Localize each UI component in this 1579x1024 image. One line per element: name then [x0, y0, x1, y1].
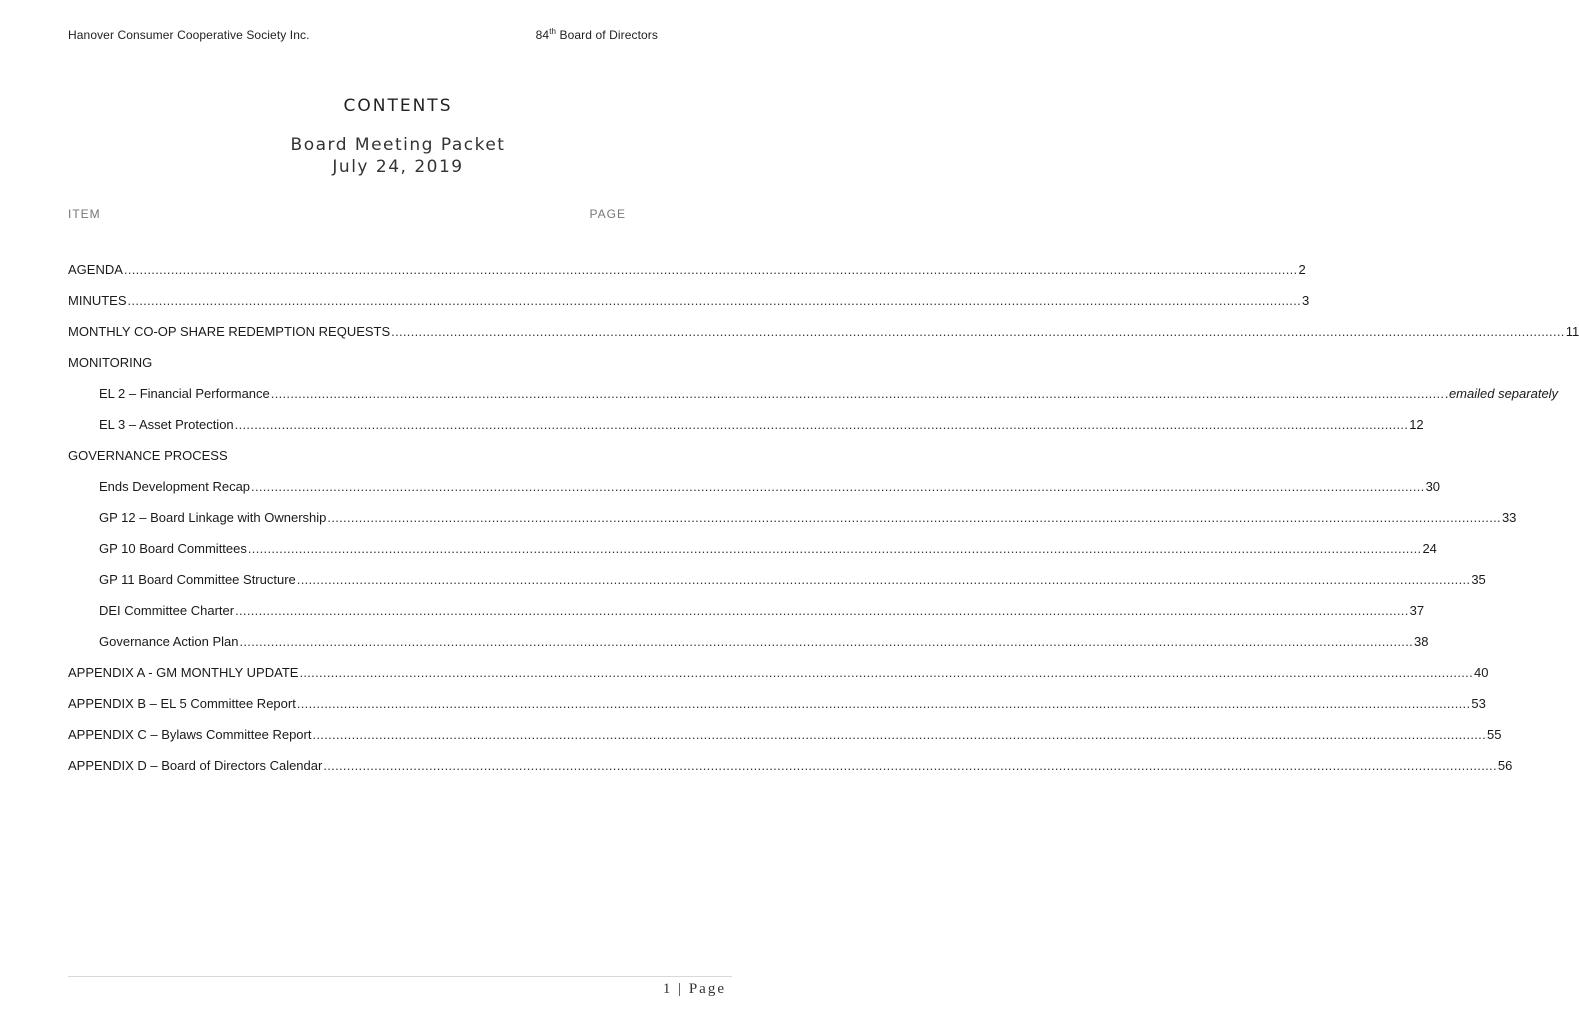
toc-entry-share-redemption[interactable] — [68, 324, 1579, 355]
footer-divider — [68, 976, 732, 977]
toc-entry-gp11[interactable] — [68, 572, 1486, 603]
toc-entry-page: 35 — [1471, 572, 1486, 587]
toc-entry-label: APPENDIX A - GM MONTHLY UPDATE — [68, 665, 299, 680]
dot-leader: ............................................................................................................................................................................................................................................................................................................ — [296, 572, 1471, 587]
dot-leader: ............................................................................................................................................................................................................................................................................................................ — [239, 634, 1414, 649]
page-header — [68, 28, 658, 46]
toc-section-label: GOVERNANCE PROCESS — [68, 448, 228, 463]
toc-entry-page: 2 — [1298, 262, 1306, 277]
toc-entry-dei-charter[interactable] — [68, 603, 1425, 634]
toc-entry-agenda[interactable] — [68, 262, 1306, 293]
toc-entry-label: Ends Development Recap — [99, 479, 251, 494]
dot-leader: ............................................................................................................................................................................................................................................................................................................ — [323, 758, 1497, 773]
toc-entry-page: 11 — [1565, 324, 1579, 339]
dot-leader: ............................................................................................................................................................................................................................................................................................................ — [299, 665, 1473, 680]
column-headers — [68, 207, 626, 223]
footer-page-number: 1 — [662, 981, 673, 997]
toc-entry-label: Governance Action Plan — [99, 634, 239, 649]
packet-subtitle — [0, 134, 796, 178]
dot-leader: ............................................................................................................................................................................................................................................................................................................ — [251, 479, 1425, 494]
toc-entry-page: 33 — [1501, 510, 1517, 525]
toc-entry-ends-recap[interactable] — [68, 479, 1441, 510]
column-header-page: PAGE — [589, 207, 626, 221]
toc-entry-appendix-c[interactable] — [68, 727, 1502, 758]
toc-entry-label: APPENDIX C – Bylaws Committee Report — [68, 727, 312, 742]
toc-entry-governance-plan[interactable] — [68, 634, 1429, 665]
dot-leader: ............................................................................................................................................................................................................................................................................................................ — [312, 727, 1487, 742]
toc-entry-gp10[interactable] — [68, 541, 1437, 572]
toc-entry-page: 56 — [1497, 758, 1513, 773]
toc-entry-label: GP 10 Board Committees — [99, 541, 247, 556]
title-block — [0, 96, 796, 178]
toc-entry-label: GP 11 Board Committee Structure — [99, 572, 296, 587]
header-board-number: 84 — [535, 28, 550, 42]
toc-entry-page: 38 — [1414, 634, 1429, 649]
dot-leader: ............................................................................................................................................................................................................................................................................................................ — [327, 510, 1501, 525]
toc-entry-label: DEI Committee Charter — [99, 603, 235, 618]
toc-entry-page: 40 — [1473, 665, 1489, 680]
column-header-item: ITEM — [68, 207, 101, 221]
dot-leader: ............................................................................................................................................................................................................................................................................................................ — [123, 262, 1298, 277]
toc-section-monitoring — [68, 355, 626, 386]
toc-entry-page: 55 — [1487, 727, 1502, 742]
footer-separator: | — [672, 981, 689, 997]
toc-entry-label: APPENDIX D – Board of Directors Calendar — [68, 758, 323, 773]
dot-leader: ............................................................................................................................................................................................................................................................................................................ — [391, 324, 1565, 339]
toc-entry-label: APPENDIX B – EL 5 Committee Report — [68, 696, 296, 711]
dot-leader: ............................................................................................................................................................................................................................................................................................................ — [296, 696, 1471, 711]
toc-entry-page: 30 — [1425, 479, 1441, 494]
table-of-contents — [68, 262, 1579, 789]
toc-entry-page: .emailed separately — [1445, 386, 1559, 401]
toc-entry-page: 37 — [1409, 603, 1425, 618]
page-footer — [663, 981, 726, 998]
toc-section-governance — [68, 448, 626, 479]
toc-entry-appendix-b[interactable] — [68, 696, 1486, 727]
header-board-text: Board of Directors — [556, 28, 658, 42]
header-board-label — [536, 28, 658, 42]
toc-entry-page: 12 — [1409, 417, 1424, 432]
toc-entry-label: GP 12 – Board Linkage with Ownership — [99, 510, 327, 525]
toc-entry-label: EL 2 – Financial Performance — [99, 386, 270, 401]
toc-entry-appendix-d[interactable] — [68, 758, 1513, 789]
toc-entry-page: 3 — [1302, 293, 1310, 308]
dot-leader: ............................................................................................................................................................................................................................................................................................................ — [235, 603, 1409, 618]
toc-entry-label: MONTHLY CO-OP SHARE REDEMPTION REQUESTS — [68, 324, 391, 339]
dot-leader: ............................................................................................................................................................................................................................................................................................................ — [127, 293, 1302, 308]
header-board-suffix: th — [549, 27, 557, 36]
toc-entry-label: MINUTES — [68, 293, 127, 308]
footer-page-word: Page — [688, 981, 726, 997]
toc-entry-page: 53 — [1471, 696, 1486, 711]
toc-entry-gp12[interactable] — [68, 510, 1517, 541]
toc-section-label: MONITORING — [68, 355, 153, 370]
toc-entry-label: AGENDA — [68, 262, 123, 277]
dot-leader: ............................................................................................................................................................................................................................................................................................................ — [247, 541, 1422, 556]
toc-entry-page: 24 — [1422, 541, 1437, 556]
subtitle-line-2: July 24, 2019 — [332, 157, 464, 177]
contents-title: CONTENTS — [343, 96, 453, 116]
toc-entry-el3[interactable] — [68, 417, 1424, 448]
toc-entry-label: EL 3 – Asset Protection — [99, 417, 234, 432]
subtitle-line-1: Board Meeting Packet — [290, 135, 506, 155]
toc-entry-el2[interactable] — [68, 386, 1559, 417]
dot-leader: ............................................................................................................................................................................................................................................................................................................ — [234, 417, 1409, 432]
toc-entry-appendix-a[interactable] — [68, 665, 1489, 696]
toc-entry-minutes[interactable] — [68, 293, 1310, 324]
dot-leader: ............................................................................................................................................................................................................................................................................................................ — [270, 386, 1445, 401]
header-org-name: Hanover Consumer Cooperative Society Inc. — [68, 28, 310, 42]
